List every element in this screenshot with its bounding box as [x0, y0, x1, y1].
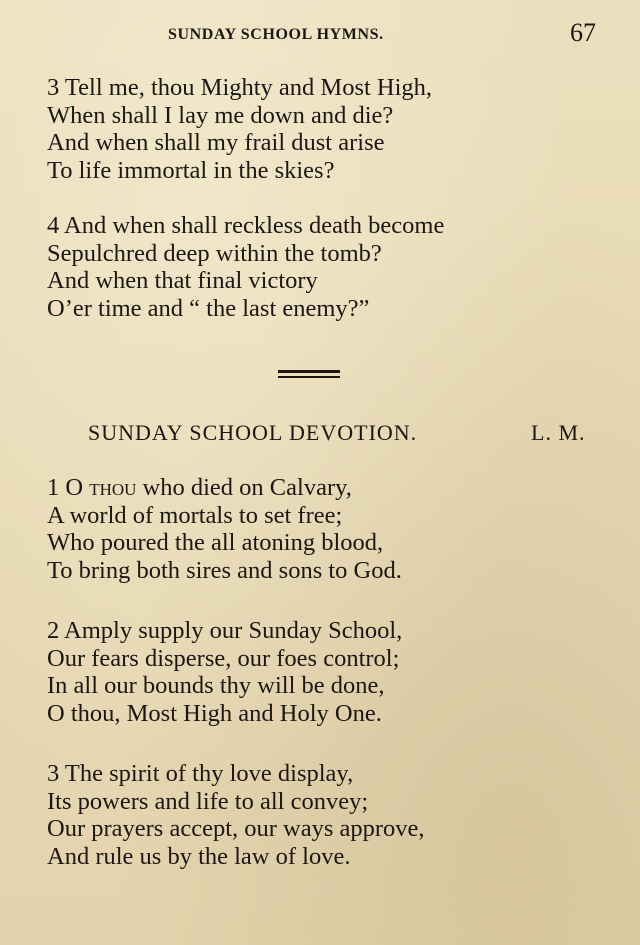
stanza-number: 1 [47, 474, 60, 501]
verse-line: Our prayers accept, our ways approve, [47, 815, 425, 842]
verse-line: 3 Tell me, thou Mighty and Most High, [47, 74, 433, 101]
prev-hymn-stanza-3 [47, 74, 432, 184]
verse-line [47, 474, 402, 502]
verse-line: Who poured the all atoning blood, [47, 529, 384, 556]
verse-line: 4 And when shall reckless death become [47, 212, 445, 239]
hymn-divider [278, 370, 340, 378]
verse-line: To life immortal in the skies? [47, 156, 335, 184]
verse-line: To bring both sires and sons to God. [47, 556, 402, 584]
verse-line: When shall I lay me down and die? [47, 101, 394, 129]
verse-line: In all our bounds thy will be done, [47, 672, 385, 699]
verse-line: 3 The spirit of thy love display, [47, 760, 354, 787]
verse-line: O thou, Most High and Holy One. [47, 699, 382, 727]
first-words-smallcaps: O thou [65, 474, 137, 501]
verse-line: Sepulchred deep within the tomb? [47, 239, 382, 267]
hymn-stanza-2 [47, 617, 402, 727]
hymn-stanza-3 [47, 760, 425, 870]
verse-line: Its powers and life to all convey; [47, 787, 369, 815]
verse-line: O’er time and “ the last enemy?” [47, 294, 370, 322]
verse-line: And rule us by the law of love. [47, 842, 351, 870]
verse-line: Our fears disperse, our foes control; [47, 644, 400, 672]
verse-line: And when shall my frail dust arise [47, 129, 385, 156]
hymn-meter: L. M. [531, 420, 586, 445]
first-line-rest: who died on Calvary, [142, 474, 352, 501]
running-head: SUNDAY SCHOOL HYMNS. [168, 26, 384, 43]
verse-line: A world of mortals to set free; [47, 501, 343, 529]
hymn-title: SUNDAY SCHOOL DEVOTION. [88, 420, 418, 445]
verse-line: 2 Amply supply our Sunday School, [47, 617, 403, 644]
prev-hymn-stanza-4 [47, 212, 444, 322]
page-number: 67 [570, 18, 596, 47]
hymn-stanza-1 [47, 474, 402, 584]
verse-line: And when that final victory [47, 267, 318, 294]
